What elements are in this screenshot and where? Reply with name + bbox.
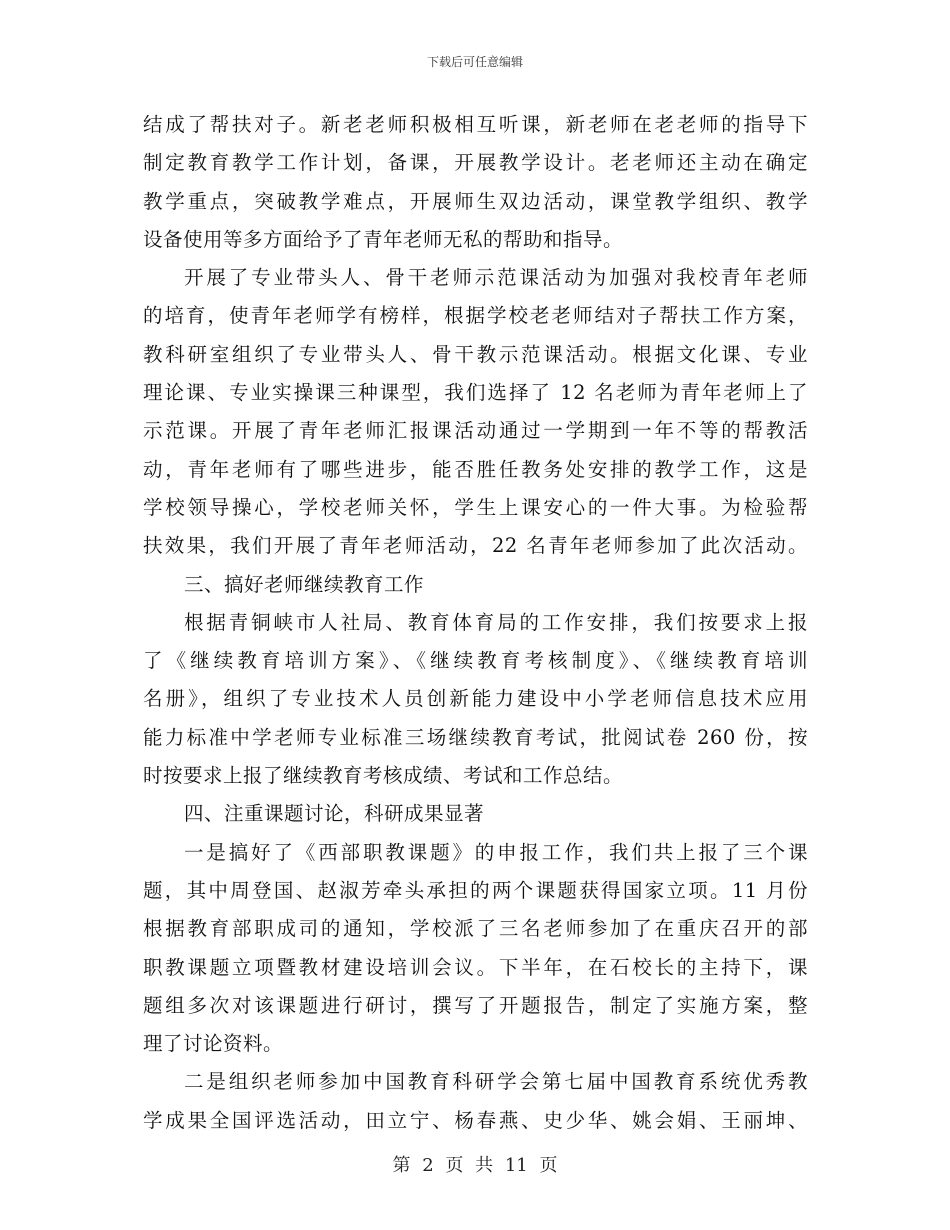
text-line: 理论课、专业实操课三种课型，我们选择了 12 名老师为青年老师上了 [143, 381, 808, 405]
text-line: 二是组织老师参加中国教育科研学会第七届中国教育系统优秀教 [184, 1070, 808, 1094]
text-line: 开展了专业带头人、骨干老师示范课活动为加强对我校青年老师 [184, 266, 808, 290]
text-line: 职教课题立项暨教材建设培训会议。下半年，在石校长的主持下，课 [143, 955, 808, 979]
text-line: 教科研室组织了专业带头人、骨干教示范课活动。根据文化课、专业 [143, 342, 808, 366]
text-line: 动，青年老师有了哪些进步，能否胜任教务处安排的教学工作，这是 [143, 457, 808, 481]
text-line: 一是搞好了《西部职教课题》的申报工作，我们共上报了三个课 [184, 840, 808, 864]
text-line: 学成果全国评选活动，田立宁、杨春燕、史少华、姚会娟、王丽坤、 [143, 1108, 808, 1132]
document-body [143, 106, 808, 1140]
text-line: 题组多次对该课题进行研讨，撰写了开题报告，制定了实施方案，整 [143, 993, 808, 1017]
text-line: 了《继续教育培训方案》、《继续教育考核制度》、《继续教育培训 [143, 649, 808, 673]
text-line: 制定教育教学工作计划，备课，开展教学设计。老老师还主动在确定 [143, 151, 808, 175]
text-line: 教学重点，突破教学难点，开展师生双边活动，课堂教学组织、教学 [143, 189, 808, 213]
text-line: 学校领导操心，学校老师关怀，学生上课安心的一件大事。为检验帮 [143, 495, 808, 519]
text-line: 结成了帮扶对子。新老老师积极相互听课，新老师在老老师的指导下 [143, 113, 808, 136]
text-line: 能力标准中学老师专业标准三场继续教育考试，批阅试卷 260 份，按 [143, 725, 808, 749]
text-line: 根据青铜峡市人社局、教育体育局的工作安排，我们按要求上报 [184, 610, 808, 634]
text-line: 时按要求上报了继续教育考核成绩、考试和工作总结。 [143, 764, 624, 788]
text-line: 名册》，组织了专业技术人员创新能力建设中小学老师信息技术应用 [143, 687, 808, 711]
text-line: 三、搞好老师继续教育工作 [184, 572, 425, 596]
text-line: 四、注重课题讨论，科研成果显著 [184, 802, 485, 826]
text-line: 的培育，使青年老师学有榜样，根据学校老老师结对子帮扶工作方案， [143, 304, 808, 328]
page-number-footer: 第 2 页 共 11 页 [392, 1155, 558, 1176]
text-line: 设备使用等多方面给予了青年老师无私的帮助和指导。 [143, 227, 624, 251]
text-line: 题，其中周登国、赵淑芳牵头承担的两个课题获得国家立项。11 月份 [143, 878, 808, 902]
page-header: 下载后可任意编辑 [426, 55, 523, 69]
text-line: 根据教育部职成司的通知，学校派了三名老师参加了在重庆召开的部 [143, 917, 808, 941]
text-line: 示范课。开展了青年老师汇报课活动通过一学期到一年不等的帮教活 [143, 419, 808, 443]
text-line: 理了讨论资料。 [143, 1032, 284, 1056]
text-line: 扶效果，我们开展了青年老师活动，22 名青年老师参加了此次活动。 [143, 534, 808, 558]
